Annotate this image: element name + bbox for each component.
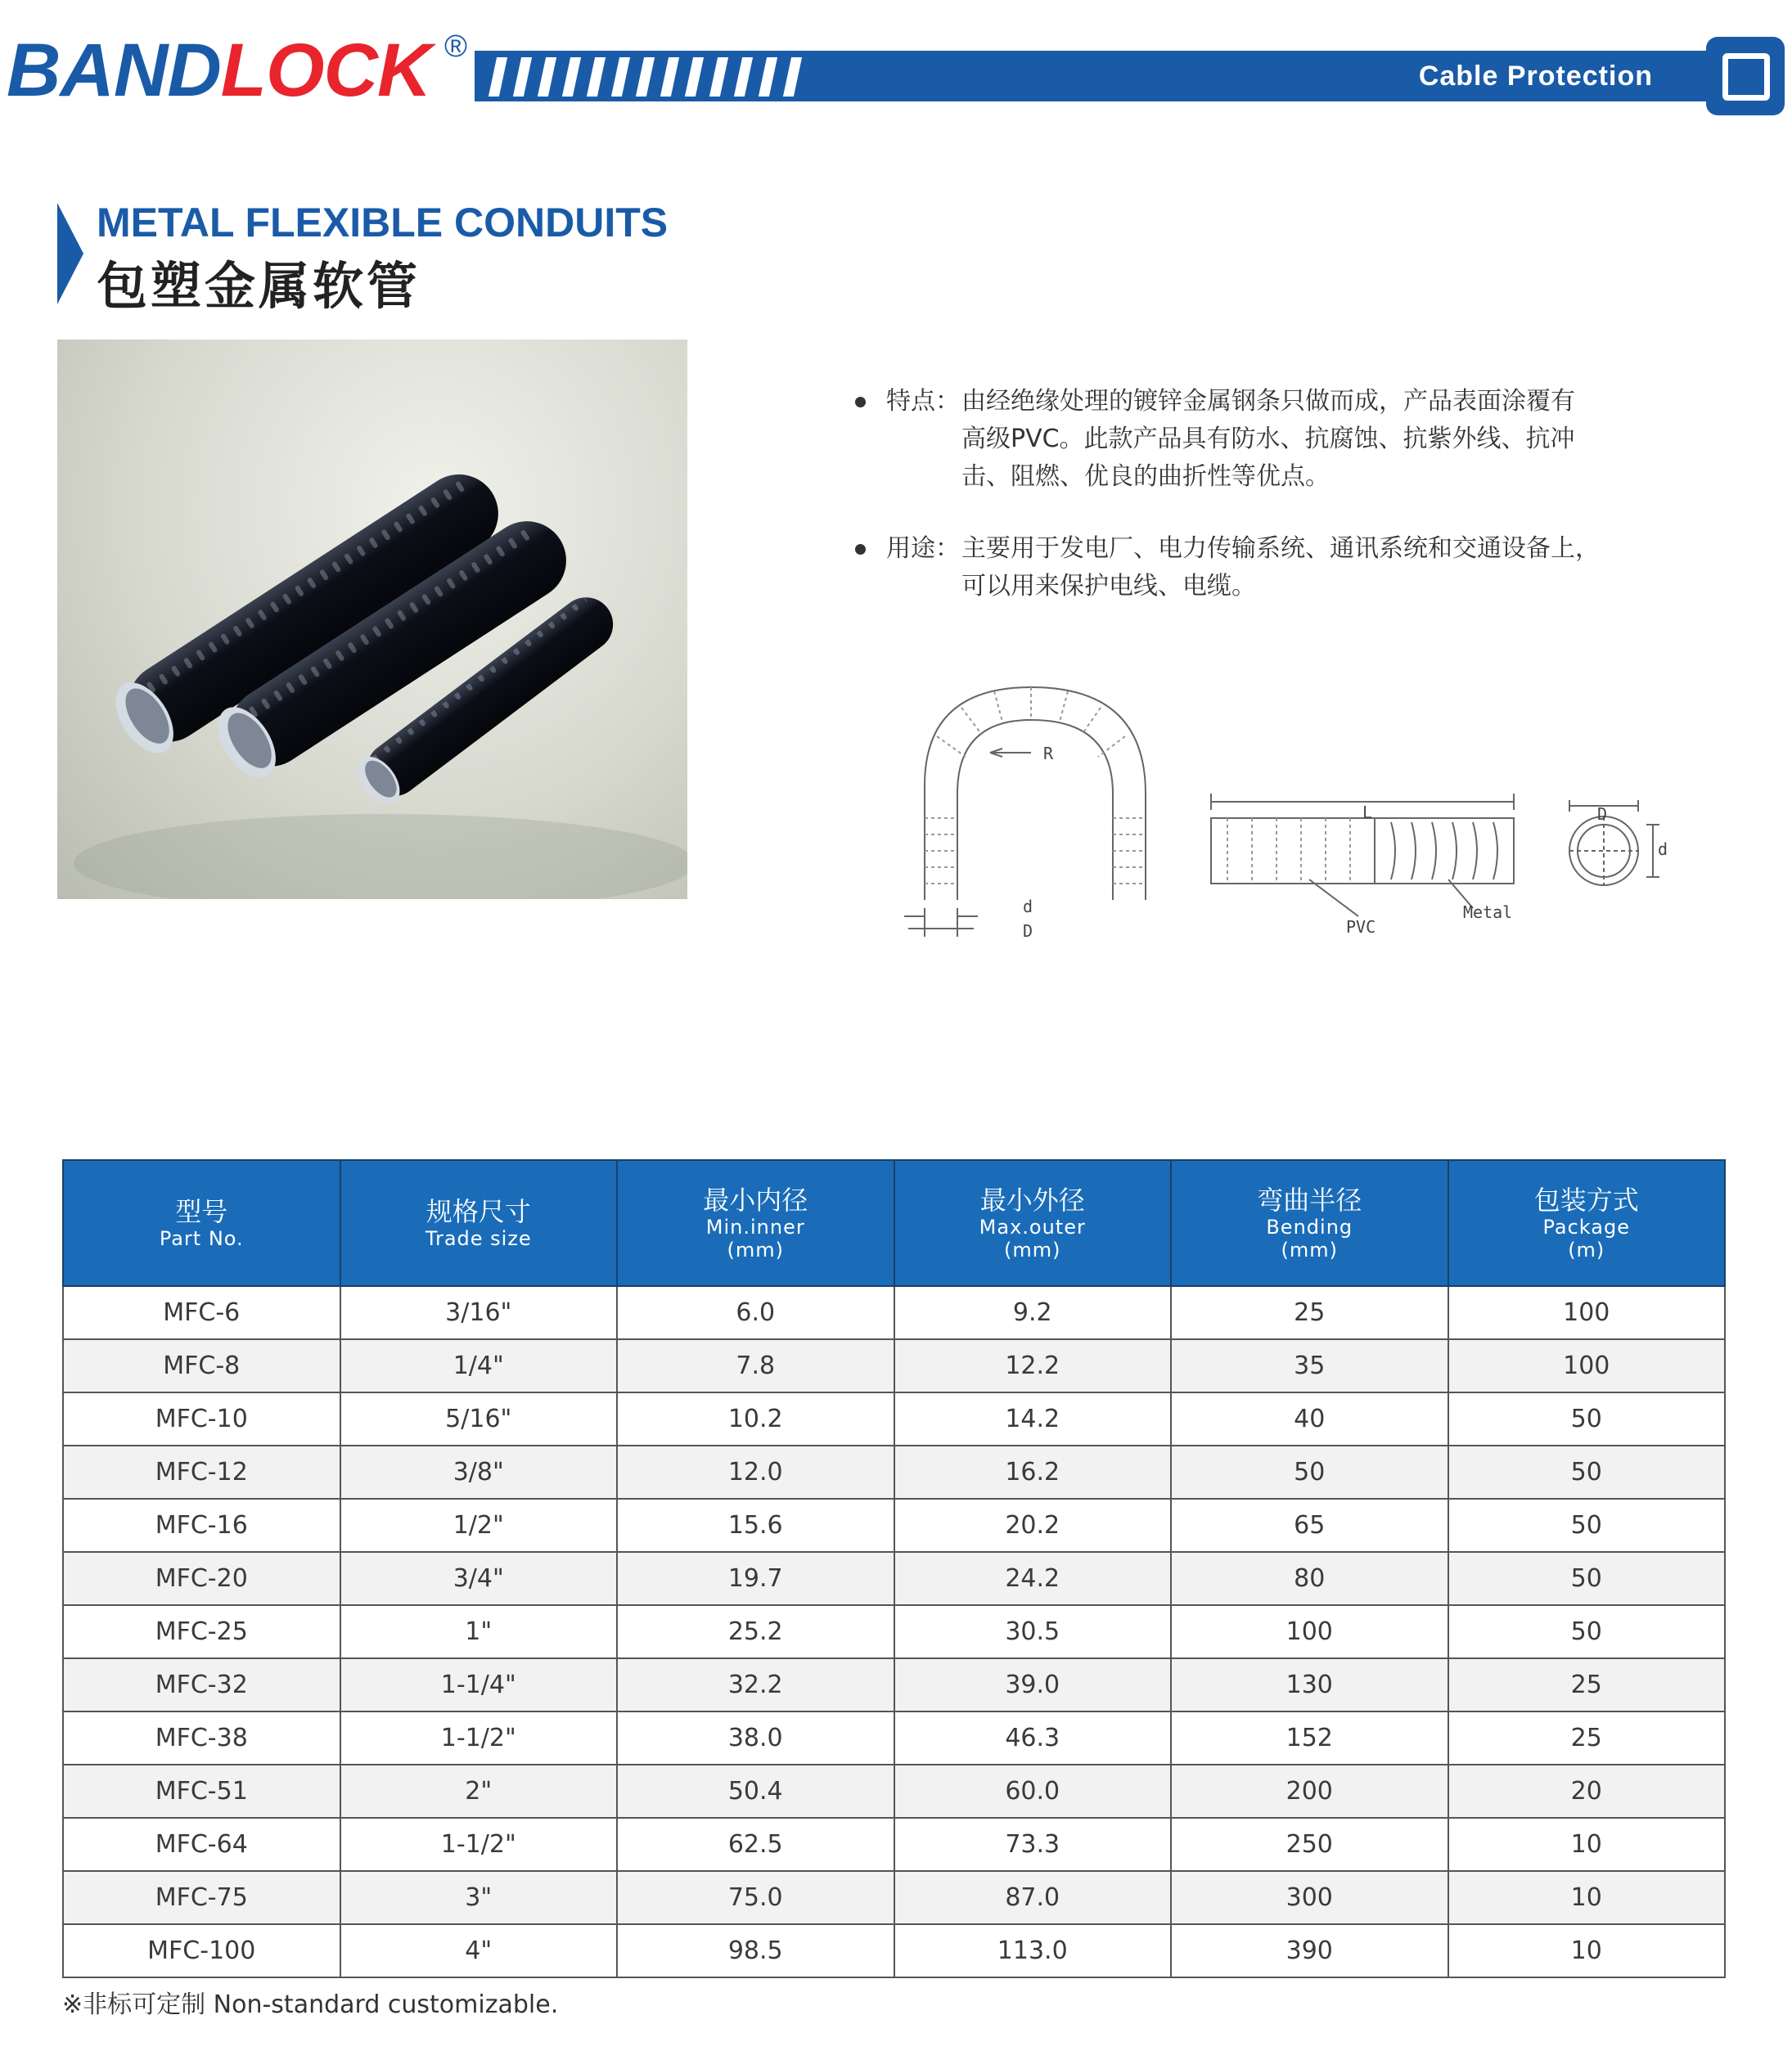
spec-table <box>62 1159 1726 1978</box>
table-cell: 2" <box>340 1765 618 1818</box>
bullet-icon <box>855 544 866 555</box>
feature-item-usage <box>855 530 1641 605</box>
diagram-label-inner-d: d <box>1023 897 1033 916</box>
table-cell: 50 <box>1448 1392 1726 1446</box>
table-cell: 3/8" <box>340 1446 618 1499</box>
table-cell: 50 <box>1448 1605 1726 1658</box>
feature-item-characteristics <box>855 383 1641 496</box>
table-row <box>63 1818 1725 1871</box>
table-cell: MFC-25 <box>63 1605 340 1658</box>
table-cell: 65 <box>1171 1499 1448 1552</box>
table-cell: 16.2 <box>894 1446 1172 1499</box>
diagram-label-radius: R <box>1043 744 1054 763</box>
title-arrow-icon <box>57 203 83 304</box>
table-row <box>63 1711 1725 1765</box>
diagram-label-pvc: PVC <box>1346 917 1376 937</box>
feature-label: 特点： <box>886 387 960 416</box>
table-cell: 50 <box>1448 1499 1726 1552</box>
table-cell: 25 <box>1448 1711 1726 1765</box>
table-cell: 80 <box>1171 1552 1448 1605</box>
table-cell: 152 <box>1171 1711 1448 1765</box>
table-cell: 1-1/4" <box>340 1658 618 1711</box>
table-row <box>63 1552 1725 1605</box>
table-cell: MFC-16 <box>63 1499 340 1552</box>
table-row <box>63 1871 1725 1924</box>
feature-text: 由经绝缘处理的镀锌金属钢条只做而成，产品表面涂覆有 <box>961 387 1575 416</box>
table-cell: 390 <box>1171 1924 1448 1977</box>
section-title-cn: 包塑金属软管 <box>97 256 421 316</box>
table-cell: 200 <box>1171 1765 1448 1818</box>
table-cell: MFC-75 <box>63 1871 340 1924</box>
table-row <box>63 1446 1725 1499</box>
header-max-outer: 最小外径 Max.outer (mm) <box>894 1160 1172 1286</box>
section-title-en: METAL FLEXIBLE CONDUITS <box>97 200 669 245</box>
table-row <box>63 1605 1725 1658</box>
category-icon <box>1706 37 1785 115</box>
registered-mark: ® <box>444 29 466 64</box>
table-cell: MFC-12 <box>63 1446 340 1499</box>
table-cell: 98.5 <box>617 1924 894 1977</box>
table-cell: 46.3 <box>894 1711 1172 1765</box>
table-cell: 113.0 <box>894 1924 1172 1977</box>
table-cell: 19.7 <box>617 1552 894 1605</box>
header-bending: 弯曲半径 Bending (mm) <box>1171 1160 1448 1286</box>
feature-text: 主要用于发电厂、电力传输系统、通讯系统和交通设备上， <box>961 534 1600 563</box>
table-cell: 50 <box>1171 1446 1448 1499</box>
table-cell: MFC-20 <box>63 1552 340 1605</box>
table-cell: MFC-32 <box>63 1658 340 1711</box>
table-cell: 10 <box>1448 1924 1726 1977</box>
table-cell: 20 <box>1448 1765 1726 1818</box>
table-cell: MFC-6 <box>63 1286 340 1339</box>
diagram-label-section-outer: D <box>1597 804 1608 824</box>
table-cell: 100 <box>1448 1286 1726 1339</box>
table-cell: 3" <box>340 1871 618 1924</box>
table-cell: 50 <box>1448 1552 1726 1605</box>
brand-name-part2: LOCK <box>220 29 431 112</box>
diagram-label-outer-d: D <box>1023 921 1033 941</box>
table-row <box>63 1392 1725 1446</box>
product-photo <box>57 340 687 899</box>
table-cell: 3/16" <box>340 1286 618 1339</box>
feature-list <box>855 383 1641 640</box>
table-cell: 7.8 <box>617 1339 894 1392</box>
table-row <box>63 1658 1725 1711</box>
table-cell: MFC-38 <box>63 1711 340 1765</box>
table-cell: 130 <box>1171 1658 1448 1711</box>
table-row <box>63 1339 1725 1392</box>
table-cell: 40 <box>1171 1392 1448 1446</box>
table-cell: 25.2 <box>617 1605 894 1658</box>
feature-label: 用途： <box>886 534 960 563</box>
table-row <box>63 1286 1725 1339</box>
table-cell: 5/16" <box>340 1392 618 1446</box>
table-cell: 1/2" <box>340 1499 618 1552</box>
table-cell: MFC-10 <box>63 1392 340 1446</box>
table-cell: 12.0 <box>617 1446 894 1499</box>
table-cell: 9.2 <box>894 1286 1172 1339</box>
table-cell: 32.2 <box>617 1658 894 1711</box>
table-cell: MFC-51 <box>63 1765 340 1818</box>
brand-name-part1: BAND <box>7 29 221 112</box>
table-cell: MFC-100 <box>63 1924 340 1977</box>
table-cell: 14.2 <box>894 1392 1172 1446</box>
table-cell: 35 <box>1171 1339 1448 1392</box>
table-cell: 12.2 <box>894 1339 1172 1392</box>
table-cell: 1-1/2" <box>340 1711 618 1765</box>
brand-logo <box>7 29 466 112</box>
table-cell: 50.4 <box>617 1765 894 1818</box>
bullet-icon <box>855 397 866 407</box>
header-stripes <box>493 57 798 97</box>
table-cell: MFC-64 <box>63 1818 340 1871</box>
table-cell: 3/4" <box>340 1552 618 1605</box>
table-row <box>63 1765 1725 1818</box>
table-cell: 10 <box>1448 1818 1726 1871</box>
table-cell: 6.0 <box>617 1286 894 1339</box>
header-package: 包装方式 Package (m) <box>1448 1160 1726 1286</box>
category-label: Cable Protection <box>1418 61 1653 92</box>
table-cell: 24.2 <box>894 1552 1172 1605</box>
diagram-label-section-inner: d <box>1658 839 1668 859</box>
table-cell: 250 <box>1171 1818 1448 1871</box>
header-bar <box>475 51 1718 101</box>
diagram-label-metal: Metal <box>1463 902 1513 922</box>
table-cell: 20.2 <box>894 1499 1172 1552</box>
table-cell: 10.2 <box>617 1392 894 1446</box>
header-part-no: 型号 Part No. <box>63 1160 340 1286</box>
table-row <box>63 1924 1725 1977</box>
technical-drawing <box>900 671 1669 941</box>
header-trade-size: 规格尺寸 Trade size <box>340 1160 618 1286</box>
table-cell: 73.3 <box>894 1818 1172 1871</box>
header-min-inner: 最小内径 Min.inner (mm) <box>617 1160 894 1286</box>
table-cell: 100 <box>1171 1605 1448 1658</box>
table-cell: 300 <box>1171 1871 1448 1924</box>
table-cell: 75.0 <box>617 1871 894 1924</box>
table-cell: 100 <box>1448 1339 1726 1392</box>
table-cell: 62.5 <box>617 1818 894 1871</box>
diagram-label-length: L <box>1362 803 1373 822</box>
table-row <box>63 1499 1725 1552</box>
table-cell: 60.0 <box>894 1765 1172 1818</box>
table-cell: 87.0 <box>894 1871 1172 1924</box>
table-header-row <box>63 1160 1725 1286</box>
table-cell: 25 <box>1448 1658 1726 1711</box>
table-cell: 30.5 <box>894 1605 1172 1658</box>
table-cell: 15.6 <box>617 1499 894 1552</box>
table-cell: 50 <box>1448 1446 1726 1499</box>
feature-text: 击、阻燃、优良的曲折性等优点。 <box>961 462 1330 491</box>
table-cell: 1-1/2" <box>340 1818 618 1871</box>
table-cell: 1" <box>340 1605 618 1658</box>
table-cell: 38.0 <box>617 1711 894 1765</box>
table-cell: 1/4" <box>340 1339 618 1392</box>
table-cell: 39.0 <box>894 1658 1172 1711</box>
feature-text: 可以用来保护电线、电缆。 <box>961 572 1256 600</box>
table-cell: 4" <box>340 1924 618 1977</box>
feature-text: 高级PVC。此款产品具有防水、抗腐蚀、抗紫外线、抗冲 <box>961 425 1575 453</box>
table-cell: 25 <box>1171 1286 1448 1339</box>
customization-note: ※非标可定制 Non-standard customizable. <box>62 1990 559 2019</box>
table-cell: MFC-8 <box>63 1339 340 1392</box>
table-cell: 10 <box>1448 1871 1726 1924</box>
